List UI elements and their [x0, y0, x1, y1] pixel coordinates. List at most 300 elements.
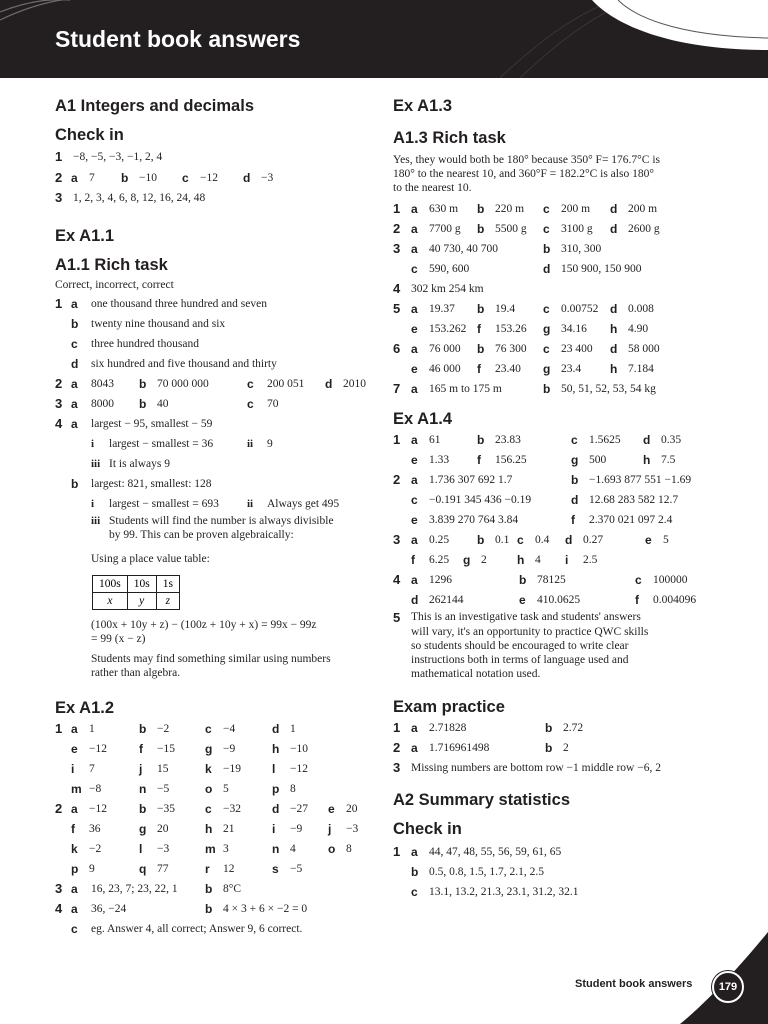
part-answer: 1 — [89, 723, 95, 735]
question-number: 3 — [393, 241, 401, 256]
part-letter: a — [411, 222, 418, 236]
part-letter: b — [411, 865, 419, 879]
part-letter: b — [477, 433, 485, 447]
part-letter: i — [272, 822, 276, 836]
part-letter: b — [543, 382, 551, 396]
part-letter: a — [411, 721, 418, 735]
part-answer: 1.33 — [429, 454, 450, 466]
part-answer: 100000 — [653, 574, 688, 586]
part-letter: f — [411, 553, 415, 567]
exam-practice-heading: Exam practice — [393, 698, 505, 716]
part-letter: d — [610, 302, 618, 316]
question-number: 1 — [393, 844, 401, 859]
check-in-heading: Check in — [55, 126, 124, 144]
part-letter: k — [71, 842, 78, 856]
part-answer: 61 — [429, 434, 441, 446]
part-answer: 153.26 — [495, 323, 527, 335]
part-letter: e — [411, 322, 418, 336]
part-letter: a — [411, 845, 418, 859]
answer-row: 3 a 8000 b 40 c 70 — [55, 396, 279, 411]
answer-row — [55, 799, 375, 819]
part-letter: b — [477, 222, 485, 236]
answer-row — [55, 719, 375, 739]
part-letter: l — [272, 762, 276, 776]
a2-check-in-heading: Check in — [393, 820, 462, 838]
ex-a1-1-heading: Ex A1.1 — [55, 227, 115, 245]
part-letter: c — [543, 222, 550, 236]
part-answer: 3 — [223, 843, 229, 855]
table-cell: y — [127, 593, 156, 610]
answer-row: 4 a 36, −24 b 4 × 3 + 6 × −2 = 0 — [55, 901, 308, 916]
part-letter: h — [272, 742, 280, 756]
part-letter: i — [565, 553, 569, 567]
part-letter: h — [643, 453, 651, 467]
part-letter: b — [477, 202, 485, 216]
answer-row — [393, 882, 723, 902]
ex-a1-2-heading: Ex A1.2 — [55, 699, 115, 717]
part-letter: h — [610, 322, 618, 336]
table-cell: z — [156, 593, 179, 610]
part-answer: 19.37 — [429, 303, 455, 315]
part-letter: b — [519, 573, 527, 587]
part-letter: p — [71, 862, 79, 876]
question-number: 1 — [393, 720, 401, 735]
answer-row: by 99. This can be proven algebraically: — [109, 529, 294, 541]
part-letter: b — [545, 721, 553, 735]
part-letter: b — [477, 342, 485, 356]
part-answer: 0.5, 0.8, 1.5, 1.7, 2.1, 2.5 — [429, 866, 544, 878]
question-number: 2 — [393, 472, 401, 487]
answer-row — [393, 550, 723, 570]
part-letter: p — [272, 782, 280, 796]
part-letter: c — [205, 802, 212, 816]
part-answer: 1.716961498 — [429, 742, 490, 754]
question-number: 2 — [55, 801, 63, 816]
part-letter: o — [328, 842, 336, 856]
page-number-badge: 179 — [712, 971, 744, 1003]
part-answer: −2 — [157, 723, 170, 735]
ex-a1-3-heading: Ex A1.3 — [393, 97, 453, 115]
answer-row — [393, 470, 723, 490]
part-answer: 0.25 — [429, 534, 450, 546]
answer-row: i largest − smallest = 36 ii 9 — [91, 438, 273, 450]
part-letter: f — [477, 362, 481, 376]
answer-row: Correct, incorrect, correct — [55, 279, 174, 291]
part-letter: a — [411, 382, 418, 396]
part-letter: e — [519, 593, 526, 607]
part-letter: b — [477, 533, 485, 547]
answer-row — [393, 862, 723, 882]
answer-row — [393, 510, 723, 530]
answer-row: b largest: 821, smallest: 128 — [71, 477, 212, 491]
part-letter: d — [543, 262, 551, 276]
part-letter: g — [543, 362, 551, 376]
a2-check-in-answers — [393, 842, 723, 902]
part-answer: −0.191 345 436 −0.19 — [429, 494, 532, 506]
part-letter: c — [517, 533, 524, 547]
answer-row — [393, 219, 723, 239]
part-answer: 3.839 270 764 3.84 — [429, 514, 519, 526]
part-letter: d — [610, 222, 618, 236]
part-answer: 36 — [89, 823, 101, 835]
answer-row — [393, 239, 723, 259]
ex-a1-2-answers — [55, 719, 375, 879]
part-answer: 150 900, 150 900 — [561, 263, 642, 275]
part-letter: f — [477, 322, 481, 336]
answer-row: 4 a largest − 95, smallest − 59 — [55, 416, 213, 431]
part-answer: 2600 g — [628, 223, 660, 235]
part-answer: 0.35 — [661, 434, 682, 446]
part-letter: q — [139, 862, 147, 876]
part-letter: c — [411, 262, 418, 276]
ex-a1-4-heading: Ex A1.4 — [393, 410, 453, 428]
answer-row: 1 a one thousand three hundred and seven — [55, 296, 267, 311]
part-answer: 2.370 021 097 2.4 — [589, 514, 673, 526]
part-answer: 310, 300 — [561, 243, 602, 255]
part-answer: 2.71828 — [429, 722, 467, 734]
part-letter: a — [411, 741, 418, 755]
question-number: 3 — [393, 532, 401, 547]
answer-row: Using a place value table: — [91, 553, 210, 565]
answer-row — [55, 739, 375, 759]
part-letter: a — [71, 802, 78, 816]
table-header-cell: 10s — [127, 576, 156, 593]
part-letter: j — [139, 762, 143, 776]
part-answer: 500 — [589, 454, 607, 466]
question-number: 1 — [55, 721, 63, 736]
part-letter: f — [71, 822, 75, 836]
part-letter: c — [411, 493, 418, 507]
part-answer: −9 — [223, 743, 236, 755]
part-letter: e — [411, 453, 418, 467]
part-answer: 2 — [563, 742, 569, 754]
answer-row — [393, 259, 723, 279]
part-letter: d — [610, 342, 618, 356]
part-letter: a — [71, 722, 78, 736]
part-letter: d — [411, 593, 419, 607]
page-title: Student book answers — [55, 26, 301, 52]
part-answer: 5500 g — [495, 223, 527, 235]
right-column — [393, 96, 723, 902]
table-header-cell: 100s — [93, 576, 128, 593]
part-letter: h — [610, 362, 618, 376]
part-answer: 2.72 — [563, 722, 584, 734]
part-letter: a — [411, 302, 418, 316]
part-answer: 2.5 — [583, 554, 598, 566]
answer-row — [55, 839, 375, 859]
part-answer: 4 — [535, 554, 541, 566]
part-answer: −2 — [89, 843, 102, 855]
part-answer: −3 — [157, 843, 170, 855]
part-answer: 23.40 — [495, 363, 521, 375]
answer-row: 3 1, 2, 3, 4, 6, 8, 12, 16, 24, 48 — [55, 190, 206, 205]
answer-row — [55, 819, 375, 839]
question-number: 1 — [393, 201, 401, 216]
answer-row: b twenty nine thousand and six — [71, 317, 226, 331]
part-answer: 5 — [223, 783, 229, 795]
part-answer: 0.00752 — [561, 303, 599, 315]
part-answer: −10 — [290, 743, 308, 755]
answer-row — [393, 450, 723, 470]
part-answer: 13.1, 13.2, 21.3, 23.1, 31.2, 32.1 — [429, 886, 579, 898]
part-letter: d — [272, 802, 280, 816]
part-answer: 4 — [290, 843, 296, 855]
rich-task-text: Yes, they would both be 180° because 350° F= 176.7°C is 180° to the nearest 10, and 360°F = 182.2°C is also 180° to the nearest 10. — [393, 154, 660, 194]
answer-row — [393, 379, 723, 399]
answer-row: 2 a 8043 b 70 000 000 c 200 051 d 2010 — [55, 376, 366, 391]
part-letter: a — [411, 242, 418, 256]
part-letter: a — [411, 342, 418, 356]
answer-row — [393, 530, 723, 550]
part-answer: 12.68 283 582 12.7 — [589, 494, 679, 506]
part-answer: −32 — [223, 803, 241, 815]
answer-row — [393, 570, 723, 590]
part-answer: 23.4 — [561, 363, 582, 375]
part-letter: g — [205, 742, 213, 756]
part-letter: a — [411, 473, 418, 487]
question-number: 2 — [393, 221, 401, 236]
part-answer: 156.25 — [495, 454, 527, 466]
part-letter: d — [565, 533, 573, 547]
answer-row — [393, 490, 723, 510]
part-answer: 34.16 — [561, 323, 587, 335]
part-letter: n — [139, 782, 147, 796]
question-number: 6 — [393, 341, 401, 356]
part-answer: 20 — [346, 803, 358, 815]
part-answer: −12 — [290, 763, 308, 775]
part-letter: a — [411, 202, 418, 216]
part-answer: −15 — [157, 743, 175, 755]
part-letter: e — [645, 533, 652, 547]
part-letter: a — [411, 433, 418, 447]
answer-row: c eg. Answer 4, all correct; Answer 9, 6 correct. — [71, 922, 303, 936]
part-answer: 7700 g — [429, 223, 461, 235]
footer-label: Student book answers — [575, 978, 693, 990]
part-letter: b — [139, 722, 147, 736]
question-number: 4 — [393, 572, 401, 587]
part-letter: j — [328, 822, 332, 836]
part-letter: d — [571, 493, 579, 507]
part-answer: 3100 g — [561, 223, 593, 235]
part-letter: a — [411, 573, 418, 587]
left-column — [55, 96, 375, 939]
part-letter: b — [477, 302, 485, 316]
part-answer: 77 — [157, 863, 169, 875]
part-answer: −4 — [223, 723, 236, 735]
part-answer: 46 000 — [429, 363, 461, 375]
part-answer: 58 000 — [628, 343, 660, 355]
question-number: 1 — [393, 432, 401, 447]
part-letter: k — [205, 762, 212, 776]
part-answer: 5 — [663, 534, 669, 546]
part-letter: s — [272, 862, 279, 876]
part-answer: 165 m to 175 m — [429, 383, 502, 395]
part-letter: b — [545, 741, 553, 755]
table-header-cell: 1s — [156, 576, 179, 593]
answer-text: 302 km 254 km — [411, 283, 484, 295]
part-letter: b — [543, 242, 551, 256]
part-answer: 1 — [290, 723, 296, 735]
part-answer: 2 — [481, 554, 487, 566]
part-answer: −1.693 877 551 −1.69 — [589, 474, 692, 486]
part-letter: h — [517, 553, 525, 567]
section-heading-a2: A2 Summary statistics — [393, 791, 570, 809]
answer-row: 2 a 7 b −10 c −12 d −3 — [55, 170, 274, 185]
part-letter: d — [272, 722, 280, 736]
part-answer: 23 400 — [561, 343, 593, 355]
part-letter: g — [571, 453, 579, 467]
ex-a1-4-answers — [393, 430, 723, 610]
answer-row — [55, 859, 375, 879]
part-answer: 4.90 — [628, 323, 649, 335]
part-answer: −12 — [89, 743, 107, 755]
part-answer: 44, 47, 48, 55, 56, 59, 61, 65 — [429, 846, 562, 858]
part-answer: 0.4 — [535, 534, 550, 546]
part-answer: 78125 — [537, 574, 566, 586]
part-answer: −12 — [89, 803, 107, 815]
a1-3-rich-task-heading: A1.3 Rich task — [393, 129, 506, 147]
part-letter: f — [571, 513, 575, 527]
part-letter: r — [205, 862, 210, 876]
part-answer: 7 — [89, 763, 95, 775]
answer-row — [393, 738, 723, 758]
answer-row — [55, 759, 375, 779]
part-answer: −3 — [346, 823, 359, 835]
part-answer: 19.4 — [495, 303, 516, 315]
question-number: 5 — [393, 301, 401, 316]
part-letter: c — [411, 885, 418, 899]
answer-row — [55, 779, 375, 799]
q5-text: will vary, it's an opportunity to practice QWC skills so students should be encouraged to write clear instructions both in terms of language used and mathematical notation used. — [411, 626, 649, 680]
answer-row — [393, 299, 723, 319]
part-letter: e — [411, 362, 418, 376]
part-letter: f — [139, 742, 143, 756]
answer-row: iii Students will find the number is always divisible — [91, 515, 334, 527]
part-answer: 1.5625 — [589, 434, 621, 446]
answer-row — [393, 339, 723, 359]
part-answer: 8 — [290, 783, 296, 795]
exam-practice-answers — [393, 718, 723, 778]
part-answer: 220 m — [495, 203, 525, 215]
answer-row: 1 −8, −5, −3, −1, 2, 4 — [55, 149, 163, 164]
part-letter: h — [205, 822, 213, 836]
answer-row: i largest − smallest = 693 ii Always get 495 — [91, 498, 340, 510]
part-letter: n — [272, 842, 280, 856]
part-letter: b — [139, 802, 147, 816]
part-letter: d — [643, 433, 651, 447]
ex-a1-3-answers — [393, 199, 723, 399]
part-letter: m — [71, 782, 82, 796]
part-answer: −27 — [290, 803, 308, 815]
part-letter: o — [205, 782, 213, 796]
algebra-block: (100x + 10y + z) − (100z + 10y + x) = 99x − 99z = 99 (x − z) — [91, 619, 317, 645]
note-block: Students may find something similar using numbers rather than algebra. — [91, 653, 331, 679]
answer-row — [393, 359, 723, 379]
part-answer: 7.5 — [661, 454, 676, 466]
part-answer: 9 — [89, 863, 95, 875]
part-answer: 590, 600 — [429, 263, 470, 275]
part-answer: 76 300 — [495, 343, 527, 355]
part-answer: 40 730, 40 700 — [429, 243, 498, 255]
part-answer: 0.008 — [628, 303, 654, 315]
part-letter: f — [635, 593, 639, 607]
part-answer: 76 000 — [429, 343, 461, 355]
part-letter: f — [477, 453, 481, 467]
part-letter: c — [205, 722, 212, 736]
part-letter: c — [635, 573, 642, 587]
part-answer: 1296 — [429, 574, 452, 586]
answer-row: d six hundred and five thousand and thirty — [71, 357, 277, 371]
part-answer: 21 — [223, 823, 235, 835]
section-heading-a1: A1 Integers and decimals — [55, 97, 254, 115]
part-letter: c — [571, 433, 578, 447]
part-letter: g — [463, 553, 471, 567]
part-letter: g — [139, 822, 147, 836]
answer-row — [393, 430, 723, 450]
part-answer: 153.262 — [429, 323, 467, 335]
part-answer: −19 — [223, 763, 241, 775]
part-answer: 410.0625 — [537, 594, 581, 606]
question-number: 3 — [393, 760, 401, 775]
answer-row: iii It is always 9 — [91, 458, 171, 470]
answer-row — [393, 842, 723, 862]
part-answer: −9 — [290, 823, 303, 835]
part-answer: 20 — [157, 823, 169, 835]
part-answer: 50, 51, 52, 53, 54 kg — [561, 383, 656, 395]
answer-row: 3 a 16, 23, 7; 23, 22, 1 b 8°C — [55, 881, 242, 896]
part-answer: −5 — [290, 863, 303, 875]
a1-1-rich-task-heading: A1.1 Rich task — [55, 256, 168, 274]
part-answer: 12 — [223, 863, 235, 875]
part-letter: c — [543, 202, 550, 216]
answer-row: 5 This is an investigative task and students' answers — [393, 610, 641, 625]
part-letter: c — [543, 302, 550, 316]
answer-row — [393, 758, 723, 778]
part-letter: e — [71, 742, 78, 756]
part-answer: 0.1 — [495, 534, 510, 546]
answer-row — [393, 718, 723, 738]
part-letter: a — [411, 533, 418, 547]
place-value-table — [92, 575, 180, 610]
answer-row — [393, 279, 723, 299]
part-letter: d — [610, 202, 618, 216]
answer-row — [393, 590, 723, 610]
answer-text: Missing numbers are bottom row −1 middle row −6, 2 — [411, 762, 661, 774]
part-letter: b — [571, 473, 579, 487]
part-answer: 1.736 307 692 1.7 — [429, 474, 513, 486]
question-number: 2 — [393, 740, 401, 755]
part-letter: l — [139, 842, 143, 856]
part-letter: m — [205, 842, 216, 856]
part-answer: 630 m — [429, 203, 459, 215]
table-cell: x — [93, 593, 128, 610]
part-letter: e — [328, 802, 335, 816]
answer-row: c three hundred thousand — [71, 337, 199, 351]
part-answer: 15 — [157, 763, 169, 775]
question-number: 7 — [393, 381, 401, 396]
part-letter: i — [71, 762, 75, 776]
part-answer: −5 — [157, 783, 170, 795]
part-answer: 262144 — [429, 594, 464, 606]
part-answer: 23.83 — [495, 434, 521, 446]
part-answer: −35 — [157, 803, 175, 815]
question-number: 4 — [393, 281, 401, 296]
part-letter: e — [411, 513, 418, 527]
answer-row — [393, 199, 723, 219]
part-answer: 0.27 — [583, 534, 604, 546]
part-answer: 8 — [346, 843, 352, 855]
part-answer: 6.25 — [429, 554, 450, 566]
